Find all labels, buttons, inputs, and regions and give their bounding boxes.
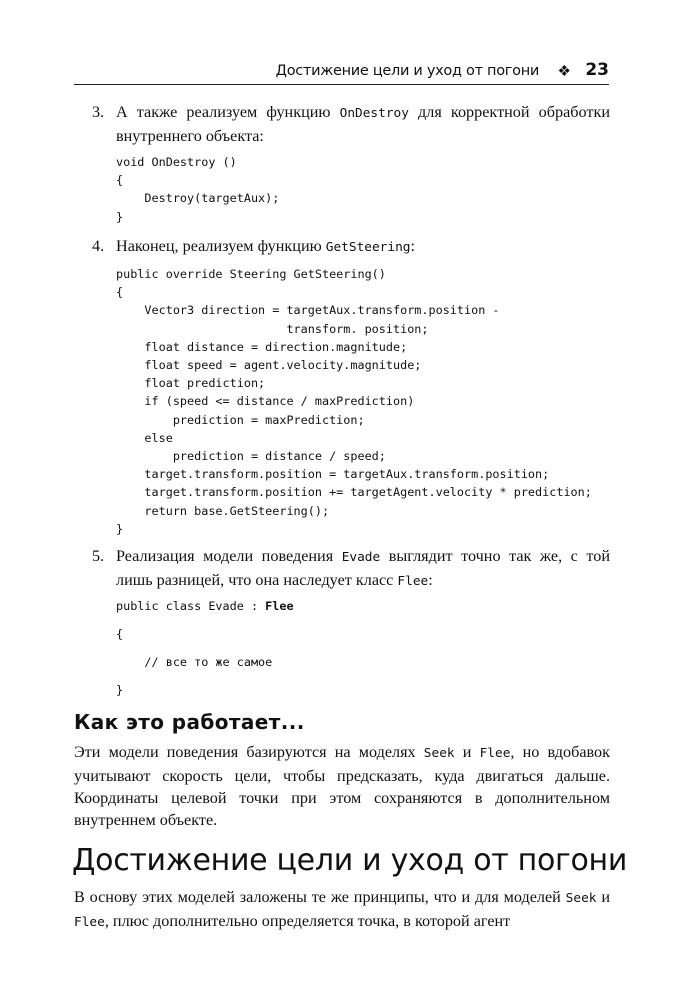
inline-code: Flee [479, 746, 511, 761]
list-number: 3. [92, 103, 105, 121]
running-header [74, 62, 609, 85]
list-item-text: А также реализуем функцию OnDestroy для корректной обработки внутреннего объекта: [116, 103, 610, 145]
inline-code: OnDestroy [339, 106, 409, 121]
list-item-text: Реализация модели поведения Evade выглядит точно так же, с той лишь разницей, что она наследует класс Flee: [116, 547, 610, 589]
section-heading: Достижение цели и уход от погони [72, 843, 628, 878]
list-item-4 [92, 235, 610, 259]
inline-code: Flee [74, 915, 105, 930]
code-bold-flee: Flee [265, 599, 294, 613]
inline-code: Seek [565, 891, 597, 906]
code-open-brace: { [116, 627, 124, 641]
code-comment: // все то же самое [116, 655, 273, 669]
list-number: 4. [92, 237, 105, 255]
code-block-ondestroy: void OnDestroy () { Destroy(targetAux); } [116, 155, 280, 224]
list-item-3 [92, 101, 610, 147]
inline-code: Flee [397, 574, 429, 589]
inline-code: Seek [423, 746, 455, 761]
inline-code: GetSteering [325, 240, 411, 255]
inline-code: Evade [341, 550, 381, 565]
list-number: 5. [92, 547, 105, 565]
running-title: Достижение цели и уход от погони [275, 63, 539, 79]
list-item-5 [92, 545, 610, 593]
page-number: 23 [585, 60, 609, 80]
code-block-getsteering: public override Steering GetSteering() { Vector3 direction = targetAux.transform.position - transform. position; float distance = direction.magnitude; float speed = agent.velocity.magnitude; float prediction; if (speed <= distance / maxPrediction) prediction = maxPrediction; else prediction = distance / speed; target.transform.position = targetAux.transform.position; target.transform.position += targetAgent.velocity * prediction; return base.GetSteering(); } [116, 267, 592, 536]
code-close-brace: } [116, 683, 124, 697]
diamond-ornament-icon: ❖ [557, 64, 571, 80]
subsection-heading: Как это работает... [74, 710, 305, 734]
section-paragraph: В основу этих моделей заложены те же принципы, что и для моделей Seek и Flee, плюс дополнительно определяется точка, в которой агент [74, 888, 610, 930]
how-it-works-paragraph: Эти модели поведения базируются на моделях Seek и Flee, но вдобавок учитывают скорость цели, чтобы предсказать, куда двигаться дальше. Координаты целевой точки при этом сохраняются в дополнительном внутреннем объекте. [74, 743, 610, 829]
code-line-class-decl: public class Evade : Flee [116, 599, 294, 613]
list-item-text: Наконец, реализуем функцию GetSteering: [116, 237, 415, 255]
